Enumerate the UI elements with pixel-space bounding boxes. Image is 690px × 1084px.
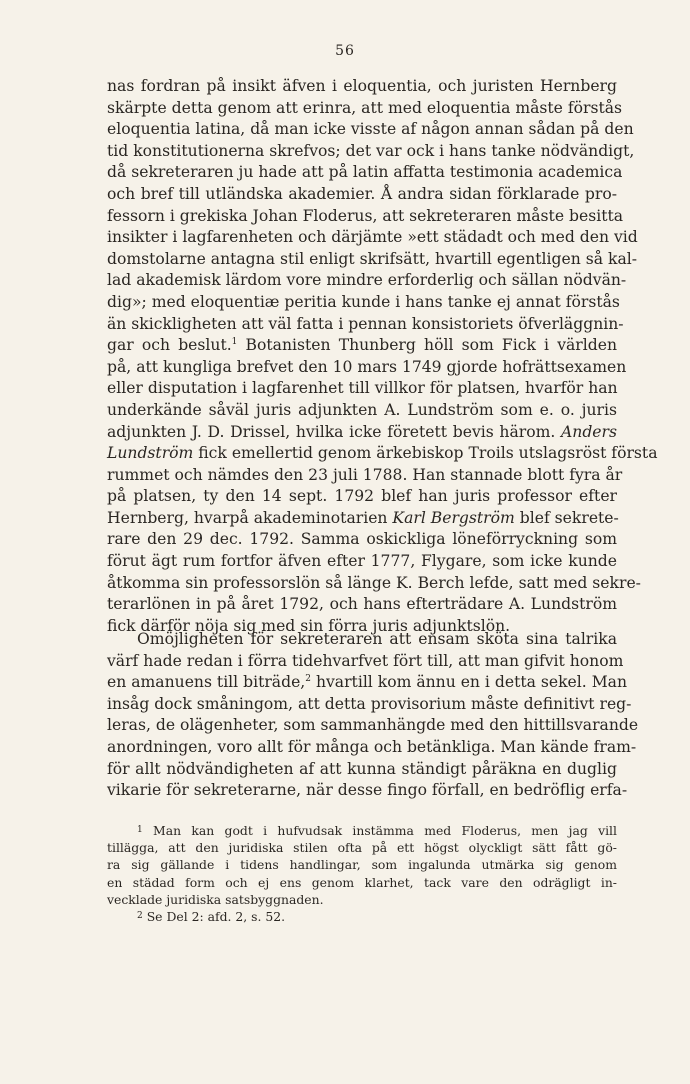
text-segment: fick emellertid genom ärkebiskop Troils utslagsröst första xyxy=(193,444,658,463)
footnote-text: Se Del 2: afd. 2, s. 52. xyxy=(146,908,286,924)
footnote-line xyxy=(107,874,617,891)
text-line: domstolarne antagna stil enligt skrifsätt, hvartill egentligen så kal- xyxy=(107,249,638,268)
footnote-ref: 1 xyxy=(231,337,238,348)
footnote-line xyxy=(107,856,617,873)
text-line: på, att kungliga brefvet den 10 mars 1749 gjorde hofrättsexamen xyxy=(107,357,627,376)
text-line: leras, de olägenheter, som sammanhängde med den hittillsvarande xyxy=(107,716,639,735)
footnote-line xyxy=(107,891,617,908)
text-line xyxy=(107,672,627,694)
footnotes xyxy=(107,822,617,925)
text-line xyxy=(107,508,617,530)
footnote-text: en städad form och ej ens genom klarhet, tack vare den odrägligt in- xyxy=(107,874,617,890)
text-line: på platsen, ty den 14 sept. 1792 blef han juris professor efter xyxy=(107,487,617,506)
text-line: fick därför nöja sig med sin förra juris adjunktslön. xyxy=(107,616,511,635)
text-line: än skickligheten att väl fatta i pennan konsistoriets öfverläggnin- xyxy=(107,314,624,333)
footnote-text: vecklade juridiska satsbyggnaden. xyxy=(107,891,324,907)
footnote-text: Man kan godt i hufvudsak instämma med Floderus, men jag vill xyxy=(153,823,617,838)
text-line: fessorn i grekiska Johan Floderus, att sekreteraren måste besitta xyxy=(107,206,624,225)
page-number: 56 xyxy=(335,43,355,59)
text-line: vikarie för sekreterarne, när desse fingo förfall, en bedröflig erfa- xyxy=(107,781,628,800)
italic-name: Lundström xyxy=(107,444,194,463)
text-line: anordningen, voro allt för många och betänkliga. Man kände fram- xyxy=(107,737,637,756)
text-line: dig»; med eloquentiæ peritia kunde i hans tanke ej annat förstås xyxy=(107,292,620,311)
text-line: då sekreteraren ju hade att på latin affatta testimonia academica xyxy=(107,163,623,182)
text-line: rummet och nämdes den 23 juli 1788. Han stannade blott fyra år xyxy=(107,465,623,484)
text-line: rare den 29 dec. 1792. Samma oskickliga löneförryckning som xyxy=(107,530,617,549)
text-line: lad akademisk lärdom vore mindre erforderlig och sällan nödvän- xyxy=(107,271,627,290)
text-segment: hvartill kom ännu en i detta sekel. Man xyxy=(311,673,627,692)
footnote-number: 2 xyxy=(137,910,143,921)
text-line: underkände såväl juris adjunkten A. Lundström som e. o. juris xyxy=(107,400,617,419)
text-line: tid konstitutionerna skrefvos; det var ock i hans tanke nödvändigt, xyxy=(107,141,635,160)
text-segment: blef sekrete- xyxy=(514,508,619,527)
paragraph-2 xyxy=(107,629,639,802)
text-line: förut ägt rum fortfor äfven efter 1777, Flygare, som icke kunde xyxy=(107,552,617,571)
footnote-line xyxy=(107,839,617,856)
text-line: insåg dock småningom, att detta provisorium måste definitivt reg- xyxy=(107,694,632,713)
footnote-text: tillägga, att den juridiska stilen ofta på ett högst olyckligt sätt fått gö- xyxy=(107,840,617,856)
text-line: Omöjligheten för sekreteraren att ensam sköta sina talrika xyxy=(137,630,617,648)
text-line: insikter i lagfarenheten och därjämte »ett städadt och med den vid xyxy=(107,228,638,247)
footnote-line xyxy=(107,822,617,839)
text-segment: Botanisten Thunberg höll som Fick i världen xyxy=(237,336,617,355)
paragraph-1 xyxy=(107,76,658,637)
text-line: och bref till utländska akademier. Å andra sidan förklarade pro- xyxy=(107,184,617,203)
text-segment: en amanuens till biträde, xyxy=(107,673,306,692)
text-line xyxy=(107,422,617,444)
text-line: åtkomma sin professorslön så länge K. Berch lefde, satt med sekre- xyxy=(107,573,641,592)
text-segment: adjunkten J. D. Drissel, hvilka icke företett bevis härom. xyxy=(107,422,562,441)
italic-name: Karl Bergström xyxy=(392,508,515,527)
footnote-ref: 2 xyxy=(305,674,311,685)
italic-name: Anders xyxy=(561,422,617,441)
text-line: för allt nödvändigheten af att kunna ständigt påräkna en duglig xyxy=(107,759,617,778)
text-segment: gar och beslut. xyxy=(107,336,232,355)
text-line xyxy=(107,443,658,465)
footnote-number: 1 xyxy=(137,825,143,835)
text-segment: Hernberg, hvarpå akademinotarien xyxy=(107,508,393,527)
footnote-text: ra sig gällande i tidens handlingar, som ingalunda utmärka sig genom xyxy=(107,857,617,873)
text-line: terarlönen in på året 1792, och hans efterträdare A. Lundström xyxy=(107,595,617,614)
footnote-line xyxy=(107,908,617,925)
text-line: skärpte detta genom att erinra, att med eloquentia måste förstås xyxy=(107,98,623,117)
text-line: nas fordran på insikt äfven i eloquentia, och juristen Hernberg xyxy=(107,77,617,95)
text-line: eloquentia latina, då man icke visste af någon annan sådan på den xyxy=(107,120,634,139)
text-line xyxy=(107,335,617,357)
text-line: eller disputation i lagfarenhet till villkor för platsen, hvarför han xyxy=(107,379,618,398)
text-line: värf hade redan i förra tidehvarfvet fört till, att man gifvit honom xyxy=(107,651,624,670)
